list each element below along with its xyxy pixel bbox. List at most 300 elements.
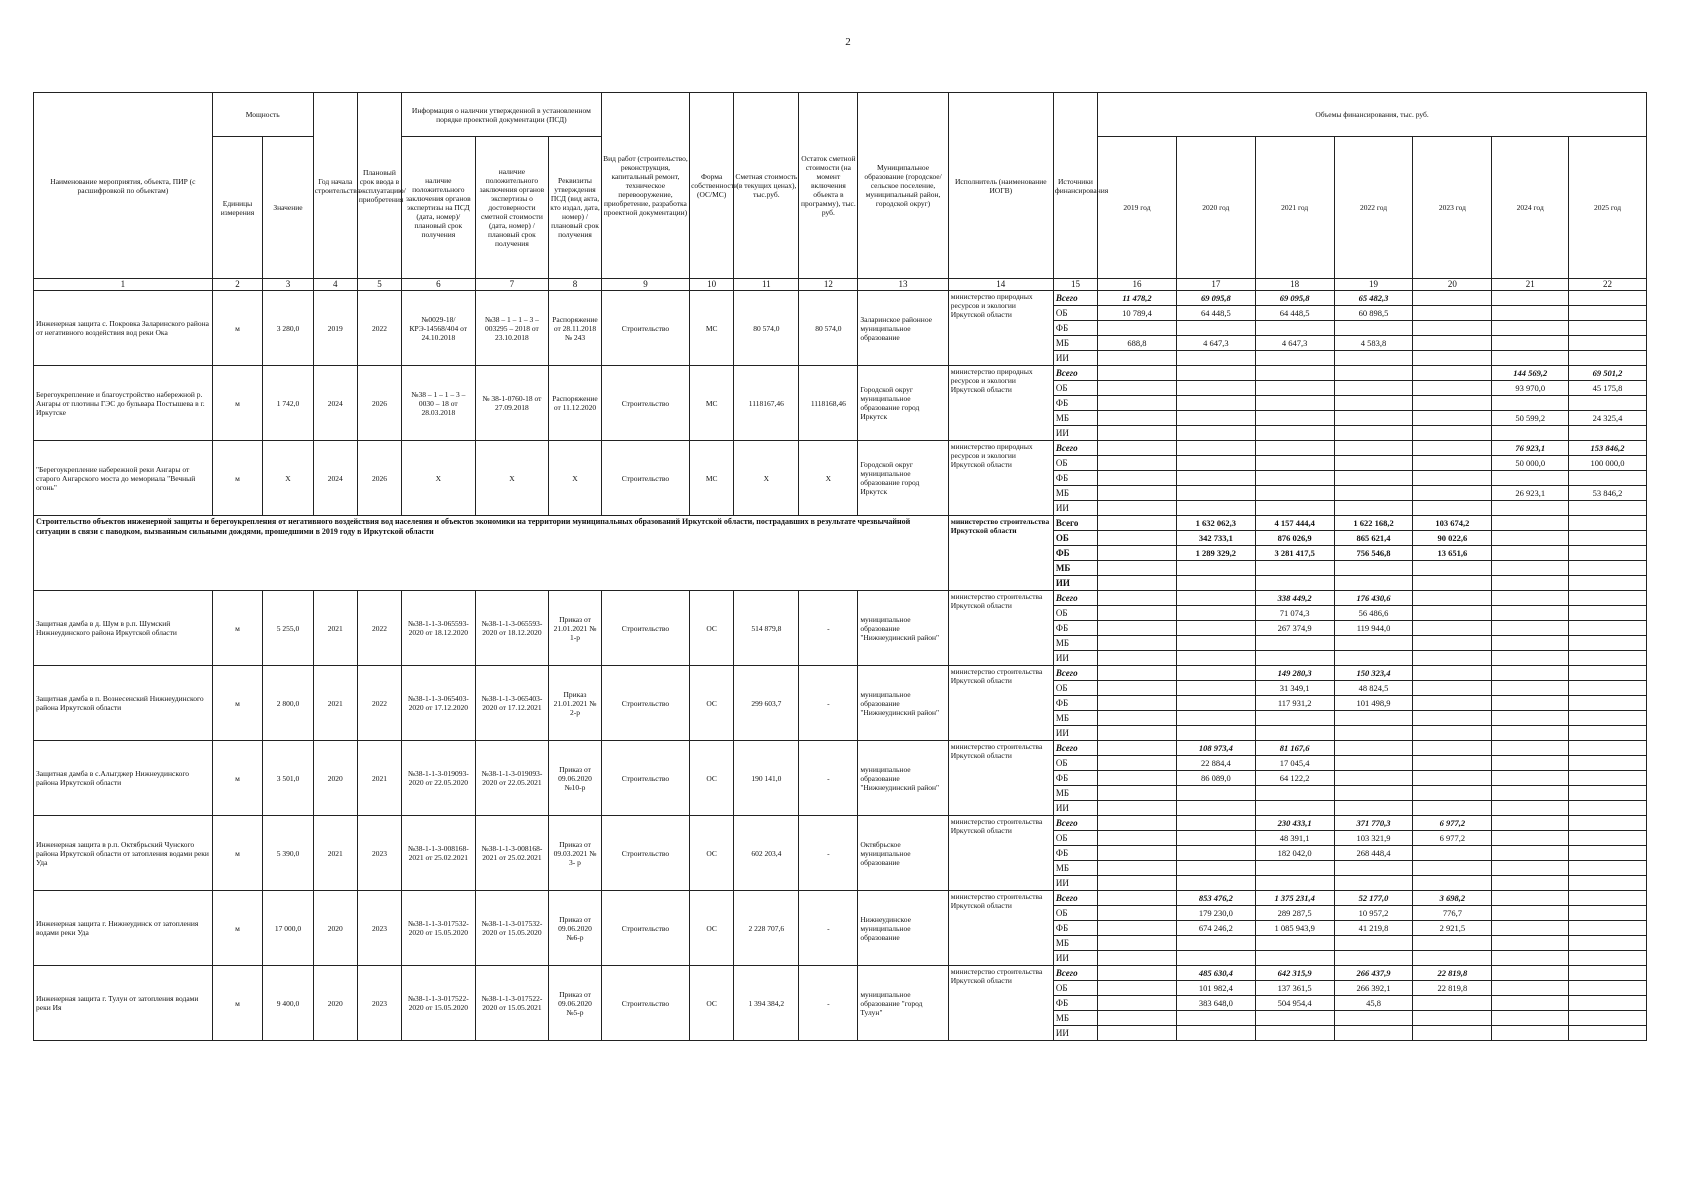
funding-value [1334, 651, 1413, 666]
funding-source-label: Всего [1053, 516, 1097, 531]
funding-value [1176, 471, 1255, 486]
funding-value [1334, 756, 1413, 771]
project-executor: министерство природных ресурсов и экологии Иркутской области [948, 291, 1053, 366]
project-capacity-value: 9 400,0 [263, 966, 313, 1041]
funding-value: 69 095,8 [1255, 291, 1334, 306]
funding-value [1492, 681, 1569, 696]
project-approval: Распоряжение от 28.11.2018 № 243 [549, 291, 602, 366]
funding-source-label: Всего [1053, 591, 1097, 606]
funding-value [1569, 516, 1647, 531]
funding-value: 64 448,5 [1176, 306, 1255, 321]
funding-value [1492, 531, 1569, 546]
funding-value: 230 433,1 [1255, 816, 1334, 831]
funding-value [1492, 726, 1569, 741]
funding-value [1098, 321, 1177, 336]
funding-value [1492, 306, 1569, 321]
table-row [34, 441, 1647, 456]
funding-value: 182 042,0 [1255, 846, 1334, 861]
project-ownership: МС [690, 291, 734, 366]
funding-value [1413, 861, 1492, 876]
column-number: 7 [475, 279, 549, 291]
column-number: 21 [1492, 279, 1569, 291]
funding-source-label: МБ [1053, 486, 1097, 501]
funding-value [1176, 681, 1255, 696]
funding-source-label: ФБ [1053, 321, 1097, 336]
funding-value [1569, 591, 1647, 606]
funding-value [1569, 561, 1647, 576]
funding-source-label: ИИ [1053, 951, 1097, 966]
project-remaining-cost: - [799, 891, 858, 966]
funding-value [1255, 576, 1334, 591]
funding-source-label: Всего [1053, 366, 1097, 381]
funding-value [1569, 531, 1647, 546]
funding-value: 50 599,2 [1492, 411, 1569, 426]
funding-value [1569, 546, 1647, 561]
funding-source-label: МБ [1053, 711, 1097, 726]
funding-value: 776,7 [1413, 906, 1492, 921]
funding-value: 60 898,5 [1334, 306, 1413, 321]
funding-value [1492, 501, 1569, 516]
project-start-year: 2020 [313, 966, 357, 1041]
funding-value: 10 789,4 [1098, 306, 1177, 321]
column-number: 20 [1413, 279, 1492, 291]
project-unit: м [212, 666, 262, 741]
project-remaining-cost: X [799, 441, 858, 516]
project-cost-expertise: №38-1-1-3-065403-2020 от 17.12.2021 [475, 666, 549, 741]
funding-value [1255, 711, 1334, 726]
project-start-year: 2019 [313, 291, 357, 366]
project-executor: министерство строительства Иркутской области [948, 816, 1053, 891]
funding-value [1176, 666, 1255, 681]
funding-value [1413, 1026, 1492, 1041]
funding-value [1492, 981, 1569, 996]
funding-source-label: ФБ [1053, 471, 1097, 486]
column-number: 9 [601, 279, 689, 291]
funding-source-label: МБ [1053, 1011, 1097, 1026]
funding-value: 642 315,9 [1255, 966, 1334, 981]
funding-value [1098, 396, 1177, 411]
funding-value: 101 498,9 [1334, 696, 1413, 711]
project-capacity-value: 1 742,0 [263, 366, 313, 441]
funding-value [1413, 681, 1492, 696]
project-name: Защитная дамба в с.Алыгджер Нижнеудинского района Иркутской области [34, 741, 213, 816]
funding-value [1492, 846, 1569, 861]
funding-value [1176, 1026, 1255, 1041]
funding-source-label: ИИ [1053, 1026, 1097, 1041]
header-planned-year: Плановый срок ввода в эксплуатацию/приобретения [357, 93, 401, 279]
funding-value [1334, 726, 1413, 741]
table-row [34, 666, 1647, 681]
funding-value [1569, 681, 1647, 696]
funding-value [1413, 606, 1492, 621]
funding-source-label: ФБ [1053, 546, 1097, 561]
funding-value: 90 022,6 [1413, 531, 1492, 546]
funding-source-label: ОБ [1053, 681, 1097, 696]
funding-value [1492, 771, 1569, 786]
funding-value [1569, 921, 1647, 936]
project-work-type: Строительство [601, 966, 689, 1041]
funding-value: 4 647,3 [1176, 336, 1255, 351]
funding-value: 1 085 943,9 [1255, 921, 1334, 936]
funding-value [1098, 801, 1177, 816]
funding-value [1569, 1011, 1647, 1026]
funding-source-label: ФБ [1053, 621, 1097, 636]
funding-value [1098, 456, 1177, 471]
project-expertise: №38-1-1-3-017532-2020 от 15.05.2020 [402, 891, 476, 966]
header-year-2019: 2019 год [1098, 137, 1177, 279]
column-number-row [34, 279, 1647, 291]
funding-value [1098, 576, 1177, 591]
page-number: 2 [845, 36, 851, 48]
funding-value [1492, 666, 1569, 681]
funding-value [1569, 621, 1647, 636]
project-remaining-cost: - [799, 966, 858, 1041]
funding-source-label: ИИ [1053, 501, 1097, 516]
funding-value [1413, 456, 1492, 471]
project-end-year: 2026 [357, 366, 401, 441]
funding-value: 17 045,4 [1255, 756, 1334, 771]
funding-value: 86 089,0 [1176, 771, 1255, 786]
funding-value: 1 622 168,2 [1334, 516, 1413, 531]
project-capacity-value: 5 255,0 [263, 591, 313, 666]
header-year-2025: 2025 год [1569, 137, 1647, 279]
funding-value [1569, 756, 1647, 771]
project-unit: м [212, 291, 262, 366]
project-ownership: МС [690, 366, 734, 441]
project-municipality: муниципальное образование "Нижнеудинский район" [858, 591, 948, 666]
header-psd-expertise: наличие положительного заключения органов экспертизы на ПСД (дата, номер)/плановый срок получения [402, 137, 476, 279]
funding-value [1334, 711, 1413, 726]
funding-value [1176, 486, 1255, 501]
funding-value: 853 476,2 [1176, 891, 1255, 906]
funding-value: 756 546,8 [1334, 546, 1413, 561]
funding-value [1176, 501, 1255, 516]
funding-value: 100 000,0 [1569, 456, 1647, 471]
funding-value [1098, 696, 1177, 711]
project-end-year: 2026 [357, 441, 401, 516]
funding-value: 149 280,3 [1255, 666, 1334, 681]
funding-value [1569, 906, 1647, 921]
funding-value [1569, 846, 1647, 861]
funding-source-label: МБ [1053, 336, 1097, 351]
funding-value [1176, 786, 1255, 801]
funding-value [1334, 576, 1413, 591]
funding-value [1255, 321, 1334, 336]
funding-value: 50 000,0 [1492, 456, 1569, 471]
project-municipality: муниципальное образование "Нижнеудинский район" [858, 741, 948, 816]
project-ownership: ОС [690, 966, 734, 1041]
project-start-year: 2021 [313, 666, 357, 741]
funding-value [1098, 681, 1177, 696]
project-approval: Распоряжение от 11.12.2020 [549, 366, 602, 441]
funding-value: 3 698,2 [1413, 891, 1492, 906]
project-name: Защитная дамба в д. Шум в р.п. Шумский Нижнеудинского района Иркутской области [34, 591, 213, 666]
funding-value [1255, 786, 1334, 801]
funding-value [1492, 516, 1569, 531]
project-municipality: Городской округ муниципальное образование город Иркутск [858, 366, 948, 441]
funding-value [1492, 876, 1569, 891]
funding-value [1492, 711, 1569, 726]
project-municipality: муниципальное образование "город Тулун" [858, 966, 948, 1041]
project-estimated-cost: 1 394 384,2 [734, 966, 799, 1041]
header-name: Наименование мероприятия, объекта, ПИР (с расшифровкой по объектам) [34, 93, 213, 279]
funding-value [1569, 336, 1647, 351]
funding-value: 64 448,5 [1255, 306, 1334, 321]
funding-value: 153 846,2 [1569, 441, 1647, 456]
funding-source-label: МБ [1053, 561, 1097, 576]
funding-value [1413, 936, 1492, 951]
funding-value [1413, 351, 1492, 366]
project-ownership: ОС [690, 816, 734, 891]
funding-value [1098, 996, 1177, 1011]
funding-value [1255, 426, 1334, 441]
funding-value [1255, 456, 1334, 471]
column-number: 13 [858, 279, 948, 291]
column-number: 18 [1255, 279, 1334, 291]
project-name: "Берегоукрепление набережной реки Ангары от старого Ангарского моста до мемориала "Вечный огонь" [34, 441, 213, 516]
table-row [34, 966, 1647, 981]
funding-value [1098, 891, 1177, 906]
funding-value [1176, 381, 1255, 396]
funding-value [1569, 396, 1647, 411]
funding-value [1413, 756, 1492, 771]
funding-value [1255, 876, 1334, 891]
funding-value [1413, 726, 1492, 741]
funding-value [1492, 816, 1569, 831]
funding-value: 383 648,0 [1176, 996, 1255, 1011]
funding-value [1255, 396, 1334, 411]
header-psd-cost: наличие положительного заключения органов экспертизы о достоверности сметной стоимости (дата, номер) / плановый срок получения [475, 137, 549, 279]
funding-value [1176, 606, 1255, 621]
funding-value: 1 375 231,4 [1255, 891, 1334, 906]
funding-source-label: Всего [1053, 441, 1097, 456]
funding-value [1492, 1026, 1569, 1041]
funding-value [1098, 966, 1177, 981]
column-number: 1 [34, 279, 213, 291]
funding-value: 1 289 329,2 [1176, 546, 1255, 561]
project-municipality: Городской округ муниципальное образование город Иркутск [858, 441, 948, 516]
funding-value: 71 074,3 [1255, 606, 1334, 621]
funding-value [1098, 666, 1177, 681]
funding-value [1492, 936, 1569, 951]
funding-value: 1 632 062,3 [1176, 516, 1255, 531]
project-expertise: №38-1-1-3-008168-2021 от 25.02.2021 [402, 816, 476, 891]
funding-value [1334, 426, 1413, 441]
column-number: 3 [263, 279, 313, 291]
project-expertise: №38-1-1-3-065593-2020 от 18.12.2020 [402, 591, 476, 666]
funding-source-label: ОБ [1053, 906, 1097, 921]
funding-value [1334, 861, 1413, 876]
funding-value [1255, 366, 1334, 381]
funding-source-label: Всего [1053, 966, 1097, 981]
funding-value [1334, 411, 1413, 426]
header-ownership: Форма собственности (ОС/МС) [690, 93, 734, 279]
funding-value [1569, 726, 1647, 741]
funding-value [1176, 621, 1255, 636]
funding-value [1413, 696, 1492, 711]
funding-value: 876 026,9 [1255, 531, 1334, 546]
funding-value [1176, 561, 1255, 576]
funding-source-label: ИИ [1053, 726, 1097, 741]
project-executor: министерство природных ресурсов и экологии Иркутской области [948, 366, 1053, 441]
funding-value [1098, 861, 1177, 876]
project-work-type: Строительство [601, 366, 689, 441]
funding-value [1569, 966, 1647, 981]
funding-value [1334, 741, 1413, 756]
project-cost-expertise: №38-1-1-3-017532-2020 от 15.05.2020 [475, 891, 549, 966]
funding-value [1255, 561, 1334, 576]
project-end-year: 2022 [357, 666, 401, 741]
funding-value [1098, 1011, 1177, 1026]
project-municipality: муниципальное образование "Нижнеудинский район" [858, 666, 948, 741]
funding-value [1413, 951, 1492, 966]
project-unit: м [212, 441, 262, 516]
funding-value [1255, 411, 1334, 426]
funding-value [1098, 921, 1177, 936]
project-capacity-value: 5 390,0 [263, 816, 313, 891]
project-remaining-cost: - [799, 666, 858, 741]
funding-value [1569, 1026, 1647, 1041]
project-ownership: ОС [690, 591, 734, 666]
project-executor: министерство строительства Иркутской области [948, 891, 1053, 966]
funding-value [1098, 711, 1177, 726]
project-estimated-cost: 80 574,0 [734, 291, 799, 366]
funding-value [1334, 321, 1413, 336]
funding-value [1492, 906, 1569, 921]
funding-value [1098, 936, 1177, 951]
funding-value: 674 246,2 [1176, 921, 1255, 936]
funding-value [1569, 801, 1647, 816]
project-name: Берегоукрепление и благоустройство набережной р. Ангары от плотины ГЭС до бульвара Постышева в г. Иркутске [34, 366, 213, 441]
funding-value [1413, 801, 1492, 816]
funding-value [1255, 726, 1334, 741]
funding-value: 266 437,9 [1334, 966, 1413, 981]
funding-value: 267 374,9 [1255, 621, 1334, 636]
funding-value: 504 954,4 [1255, 996, 1334, 1011]
project-executor: министерство строительства Иркутской области [948, 741, 1053, 816]
funding-value: 103 321,9 [1334, 831, 1413, 846]
funding-value: 69 501,2 [1569, 366, 1647, 381]
funding-value [1413, 876, 1492, 891]
funding-value [1569, 306, 1647, 321]
funding-value: 101 982,4 [1176, 981, 1255, 996]
funding-value [1492, 831, 1569, 846]
funding-value [1176, 1011, 1255, 1026]
funding-value: 4 647,3 [1255, 336, 1334, 351]
funding-value [1098, 426, 1177, 441]
funding-value [1176, 366, 1255, 381]
funding-value [1255, 501, 1334, 516]
funding-value [1569, 291, 1647, 306]
funding-value [1098, 531, 1177, 546]
project-start-year: 2021 [313, 591, 357, 666]
funding-value [1492, 621, 1569, 636]
funding-value [1098, 906, 1177, 921]
funding-value [1413, 1011, 1492, 1026]
project-capacity-value: 3 280,0 [263, 291, 313, 366]
column-number: 10 [690, 279, 734, 291]
funding-value [1334, 801, 1413, 816]
funding-value [1334, 1026, 1413, 1041]
funding-value [1176, 651, 1255, 666]
funding-value [1492, 741, 1569, 756]
funding-value [1569, 891, 1647, 906]
project-end-year: 2022 [357, 291, 401, 366]
project-remaining-cost: 1118168,46 [799, 366, 858, 441]
funding-value [1098, 516, 1177, 531]
funding-source-label: ФБ [1053, 396, 1097, 411]
funding-value [1334, 1011, 1413, 1026]
funding-value [1492, 996, 1569, 1011]
funding-value [1492, 546, 1569, 561]
funding-value [1098, 441, 1177, 456]
funding-value [1176, 711, 1255, 726]
project-work-type: Строительство [601, 291, 689, 366]
header-financing: Объемы финансирования, тыс. руб. [1098, 93, 1647, 137]
project-approval: Приказ от 09.06.2020 №6-р [549, 891, 602, 966]
funding-value [1492, 396, 1569, 411]
funding-value [1334, 786, 1413, 801]
project-start-year: 2024 [313, 441, 357, 516]
funding-value: 11 478,2 [1098, 291, 1177, 306]
project-work-type: Строительство [601, 741, 689, 816]
header-unit: Единицы измерения [212, 137, 262, 279]
funding-value [1334, 471, 1413, 486]
funding-value [1569, 666, 1647, 681]
project-work-type: Строительство [601, 666, 689, 741]
funding-value [1413, 291, 1492, 306]
funding-source-label: Всего [1053, 741, 1097, 756]
funding-source-label: ОБ [1053, 606, 1097, 621]
funding-value [1176, 816, 1255, 831]
project-unit: м [212, 591, 262, 666]
funding-value [1334, 351, 1413, 366]
header-capacity: Мощность [212, 93, 313, 137]
funding-value: 144 569,2 [1492, 366, 1569, 381]
funding-value [1569, 321, 1647, 336]
project-work-type: Строительство [601, 816, 689, 891]
header-executor: Исполнитель (наименование ИОГВ) [948, 93, 1053, 279]
funding-value: 150 323,4 [1334, 666, 1413, 681]
project-unit: м [212, 816, 262, 891]
table-row [34, 816, 1647, 831]
funding-value [1413, 711, 1492, 726]
funding-value [1334, 366, 1413, 381]
funding-value [1176, 321, 1255, 336]
funding-value [1098, 786, 1177, 801]
project-municipality: Нижнеудинское муниципальное образование [858, 891, 948, 966]
funding-value: 338 449,2 [1255, 591, 1334, 606]
funding-value: 45 175,8 [1569, 381, 1647, 396]
project-work-type: Строительство [601, 591, 689, 666]
funding-value [1413, 996, 1492, 1011]
funding-value [1098, 381, 1177, 396]
funding-value [1492, 471, 1569, 486]
funding-value [1569, 696, 1647, 711]
funding-source-label: МБ [1053, 936, 1097, 951]
funding-source-label: ИИ [1053, 876, 1097, 891]
project-approval: Приказ от 09.06.2020 №5-р [549, 966, 602, 1041]
project-estimated-cost: X [734, 441, 799, 516]
financing-table [33, 92, 1647, 1041]
header-psd-approval: Реквизиты утверждения ПСД (вид акта, кто издал, дата, номер) / плановый срок получения [549, 137, 602, 279]
project-expertise: №38-1-1-3-065403-2020 от 17.12.2020 [402, 666, 476, 741]
funding-value [1413, 771, 1492, 786]
funding-source-label: ФБ [1053, 771, 1097, 786]
funding-value: 485 630,4 [1176, 966, 1255, 981]
project-end-year: 2023 [357, 966, 401, 1041]
funding-value [1334, 456, 1413, 471]
